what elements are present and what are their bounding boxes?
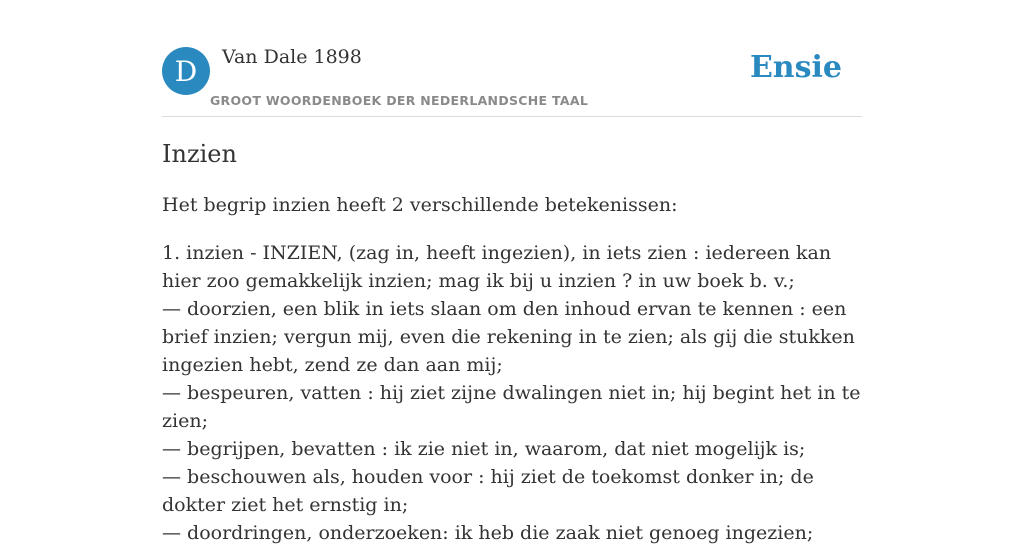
- entry-intro: Het begrip inzien heeft 2 verschillende betekenissen:: [162, 194, 678, 216]
- definition-line: — doordringen, onderzoeken: ik heb die zaak niet genoeg ingezien;: [162, 522, 814, 544]
- source-title[interactable]: Van Dale 1898: [222, 46, 362, 68]
- definition-line: — doorzien, een blik in iets slaan om den inhoud ervan te kennen : een brief inzien; vergun mij, even die rekening in te zien; als gij die stukken ingezien hebt, zend ze dan aan mij;: [162, 298, 855, 376]
- source-subtitle: GROOT WOORDENBOEK DER NEDERLANDSCHE TAAL: [210, 93, 589, 108]
- brand-logo[interactable]: Ensie: [749, 50, 842, 85]
- definition-line: 1. inzien - INZIEN, (zag in, heeft ingezien), in iets zien : iedereen kan hier zoo gemakkelijk inzien; mag ik bij u inzien ? in uw boek b. v.;: [162, 242, 832, 292]
- definition-line: — bespeuren, vatten : hij ziet zijne dwalingen niet in; hij begint het in te zien;: [162, 382, 861, 432]
- source-avatar[interactable]: D: [162, 47, 210, 95]
- definition-body: [162, 239, 862, 547]
- page-title: Inzien: [162, 140, 237, 168]
- definition-line: — beschouwen als, houden voor : hij ziet de toekomst donker in; de dokter ziet het ernstig in;: [162, 466, 814, 516]
- page-container: [162, 0, 862, 544]
- definition-line: — begrijpen, bevatten : ik zie niet in, waarom, dat niet mogelijk is;: [162, 438, 806, 460]
- source-header: [162, 0, 862, 117]
